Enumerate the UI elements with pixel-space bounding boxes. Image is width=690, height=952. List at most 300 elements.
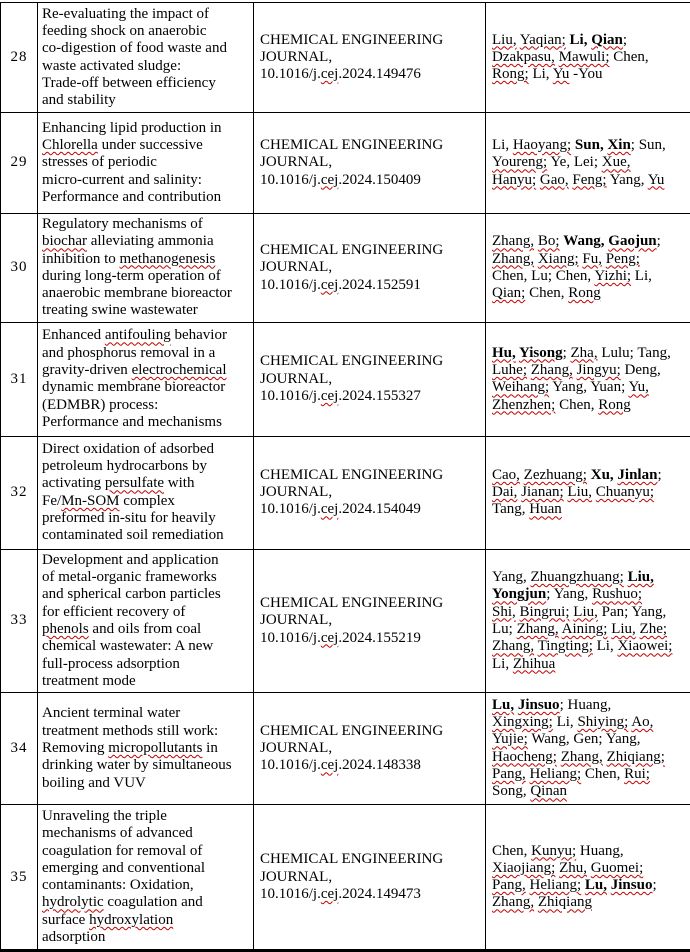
text-run: ; Sun, (631, 137, 666, 153)
spellchecked-word: Yu (648, 172, 665, 188)
spellchecked-word: Gao, (540, 172, 569, 188)
spellchecked-word: Rong (598, 397, 631, 413)
text-run: dynamic membrane bioreactor (42, 379, 225, 395)
authors-line (492, 32, 688, 49)
text-run: Lu; (492, 621, 517, 637)
highlighted-author-name: Yongjun (492, 586, 546, 602)
authors-line (492, 484, 688, 501)
spellchecked-word: Jianan; (521, 484, 564, 500)
authors-line (492, 783, 688, 800)
text-run: Chen, Lu; Chen, (492, 268, 594, 284)
title-line (42, 860, 251, 877)
title-line (42, 6, 251, 23)
spellchecked-word: Qian; (492, 285, 525, 301)
highlighted-author-name: Xu, (591, 467, 618, 483)
authors-cell (486, 322, 690, 436)
journal-cell (254, 693, 486, 805)
title-line (42, 23, 251, 40)
text-run: .2024.155327 (338, 388, 421, 404)
spellchecked-word: Rushuo; (592, 586, 642, 602)
row-number-cell (1, 214, 38, 323)
spellchecked-word: Bo; (538, 233, 560, 249)
authors-line (492, 49, 688, 66)
title-line (42, 172, 251, 189)
title-cell (38, 113, 254, 214)
spellchecked-word: Liu, (611, 621, 636, 637)
text-run: Song, (492, 783, 530, 799)
spellchecked-word: Rong (568, 285, 601, 301)
journal-line (260, 49, 483, 66)
text-run: ; Huang, (560, 697, 612, 713)
spellchecked-word: Zha, (571, 345, 598, 361)
text-run: JOURNAL, (260, 484, 332, 500)
spellchecked-word: Rui; (624, 766, 650, 782)
text-run: under successive (98, 137, 203, 153)
spellchecked-word: Yu (553, 66, 570, 82)
title-line (42, 345, 251, 362)
text-run: JOURNAL, (260, 612, 332, 628)
authors-line (492, 172, 688, 189)
title-cell (38, 805, 254, 951)
spellchecked-word: Liu, (573, 604, 598, 620)
spellchecked-word: Dzakpasu, (492, 49, 555, 65)
spellchecked-word: hydrolytic (42, 894, 104, 910)
text-run: Development and application (42, 552, 219, 568)
title-line (42, 825, 251, 842)
publications-table-body (1, 3, 690, 951)
text-run: for efficient recovery of (42, 604, 185, 620)
text-run: anaerobic membrane bioreactor (42, 285, 232, 301)
title-line (42, 843, 251, 860)
spellchecked-word: Pang, (492, 766, 526, 782)
highlighted-author-name: Jinlan (617, 467, 657, 483)
text-run: Ye, Lei; (547, 154, 602, 170)
text-run: ; (652, 877, 656, 893)
authors-line (492, 285, 688, 302)
text-run: Trade-off between efficiency (42, 75, 216, 91)
text-run: JOURNAL, (260, 259, 332, 275)
title-line (42, 673, 251, 690)
table-row (1, 214, 690, 323)
row-number: 32 (1, 484, 37, 501)
row-number-cell (1, 805, 38, 951)
spellchecked-word: Tingting; (538, 638, 593, 654)
text-run: JOURNAL, (260, 49, 332, 65)
row-number: 29 (1, 154, 37, 171)
spellchecked-word: methanogenesis (120, 251, 216, 267)
title-line (42, 40, 251, 57)
spellchecked-word: hydroxylation (89, 912, 173, 928)
table-row (1, 805, 690, 951)
table-row (1, 549, 690, 692)
journal-line (260, 484, 483, 501)
text-run: 10.1016/j. (260, 886, 321, 902)
journal-line (260, 277, 483, 294)
authors-line (492, 604, 688, 621)
text-run: full-process adsorption (42, 656, 180, 672)
title-line (42, 475, 251, 492)
journal-line (260, 154, 483, 171)
authors-line (492, 362, 688, 379)
spellchecked-word: Feng; (572, 172, 606, 188)
text-run: Deng, (621, 362, 661, 378)
journal-line (260, 740, 483, 757)
highlighted-author-name: Hu, (492, 345, 516, 361)
text-run: surface (42, 912, 89, 928)
spellchecked-word: cej (321, 66, 338, 82)
spellchecked-word: Zhiqiang; (607, 749, 665, 765)
title-line (42, 569, 251, 586)
spellchecked-word: Kunyu; (531, 843, 576, 859)
text-run: Li, (492, 656, 513, 672)
highlighted-author-name: Wang, (563, 233, 608, 249)
authors-line (492, 379, 688, 396)
authors-line (492, 731, 688, 748)
text-run: .2024.154049 (338, 501, 421, 517)
authors-line (492, 66, 688, 83)
spellchecked-word: Liu, (567, 484, 592, 500)
text-run: treatment mode (42, 673, 136, 689)
text-run: coagulation and (104, 894, 203, 910)
journal-line (260, 723, 483, 740)
text-run: ; Yang, (546, 586, 592, 602)
highlighted-author-name: Lu, (585, 877, 607, 893)
text-run: stresses of periodic (42, 154, 157, 170)
spellchecked-word: Xue, (602, 154, 631, 170)
text-run: (EDMBR) process: (42, 397, 158, 413)
authors-line (492, 843, 688, 860)
spellchecked-word: Bingrui; (520, 604, 570, 620)
text-run: 10.1016/j. (260, 277, 321, 293)
journal-line (260, 501, 483, 518)
text-run: Ancient terminal water (42, 705, 180, 721)
spellchecked-word: Mawuli; (559, 49, 610, 65)
journal-line (260, 32, 483, 49)
spellchecked-word: Zhu, (559, 860, 587, 876)
authors-line (492, 467, 688, 484)
title-line (42, 458, 251, 475)
spellchecked-word: Shiying; (577, 714, 628, 730)
authors-line (492, 233, 688, 250)
authors-cell (486, 113, 690, 214)
text-run: and spherical carbon particles (42, 586, 221, 602)
spellchecked-word: Rong; (492, 66, 529, 82)
text-run: feeding shock on anaerobic (42, 23, 207, 39)
text-run: ; (657, 233, 661, 249)
authors-line (492, 397, 688, 414)
text-run: inhibition to (42, 251, 120, 267)
authors-line (492, 586, 688, 603)
text-run: CHEMICAL ENGINEERING (260, 32, 443, 48)
title-line (42, 604, 251, 621)
text-run: CHEMICAL ENGINEERING (260, 723, 443, 739)
title-line (42, 621, 251, 638)
authors-line (492, 877, 688, 894)
spellchecked-word: Ao, (631, 714, 653, 730)
text-run: Re-evaluating the impact of (42, 6, 209, 22)
authors-line (492, 638, 688, 655)
journal-cell (254, 805, 486, 951)
spellchecked-word: cej (321, 757, 338, 773)
authors-cell (486, 693, 690, 805)
spellchecked-word: Heliang; (530, 877, 582, 893)
highlighted-author-name: Yisong (519, 345, 563, 361)
journal-cell (254, 113, 486, 214)
highlighted-author-name: Li, (570, 32, 592, 48)
text-run: CHEMICAL ENGINEERING (260, 242, 443, 258)
text-run: coagulation for removal of (42, 843, 202, 859)
authors-line (492, 501, 688, 518)
authors-cell (486, 549, 690, 692)
spellchecked-word: Zhang, (492, 251, 534, 267)
text-run: contaminants: Oxidation, (42, 877, 194, 893)
title-line (42, 441, 251, 458)
journal-line (260, 886, 483, 903)
table-row (1, 693, 690, 805)
spellchecked-word: cej (321, 277, 338, 293)
title-line (42, 740, 251, 757)
text-run: Removing (42, 740, 108, 756)
journal-line (260, 172, 483, 189)
highlighted-author-name: Jinsuo (611, 877, 653, 893)
text-run: Yang, (492, 569, 531, 585)
title-cell (38, 436, 254, 549)
spellchecked-word: Xiaojiang; (492, 860, 555, 876)
text-run: complex (120, 493, 175, 509)
text-run: Chen, (555, 397, 598, 413)
spellchecked-word: Shi, (492, 604, 516, 620)
spellchecked-word: persulfate (105, 475, 164, 491)
text-run: drinking water by simultaneous (42, 757, 232, 773)
journal-line (260, 630, 483, 647)
text-run: Yang, Yuan; (549, 379, 628, 395)
authors-line (492, 714, 688, 731)
authors-cell (486, 436, 690, 549)
highlighted-author-name: Jinsuo (518, 697, 560, 713)
table-row (1, 113, 690, 214)
text-run: Enhancing lipid production in (42, 120, 222, 136)
title-line (42, 92, 251, 109)
text-run: gravity-driven (42, 362, 132, 378)
text-run: waste activated sludge: (42, 58, 181, 74)
title-line (42, 705, 251, 722)
spellchecked-word: Dai, (492, 484, 517, 500)
table-row (1, 322, 690, 436)
title-line (42, 362, 251, 379)
text-run: CHEMICAL ENGINEERING (260, 595, 443, 611)
text-run: behavior (171, 327, 227, 343)
title-line (42, 877, 251, 894)
title-line (42, 189, 251, 206)
text-run: Performance and contribution (42, 189, 221, 205)
spellchecked-word: Luhe; (492, 362, 527, 378)
text-run: Li, (529, 66, 553, 82)
title-line (42, 929, 251, 946)
spellchecked-word: Cao, (492, 467, 520, 483)
spellchecked-word: Chlorella (42, 137, 98, 153)
journal-line (260, 757, 483, 774)
table-row (1, 436, 690, 549)
spellchecked-word: Liu, (492, 32, 517, 48)
spellchecked-word: Huan (529, 501, 562, 517)
text-run: chemical wastewater: A new (42, 638, 213, 654)
title-line (42, 808, 251, 825)
spellchecked-word: antifouling (105, 327, 171, 343)
text-run: -You (569, 66, 602, 82)
text-run: CHEMICAL ENGINEERING (260, 353, 443, 369)
spellchecked-word: phenols (42, 621, 89, 637)
spellchecked-word: Xiaowei; (617, 638, 672, 654)
text-run: 10.1016/j. (260, 630, 321, 646)
text-run: .2024.150409 (338, 172, 421, 188)
spellchecked-word: Fu, (582, 251, 602, 267)
highlighted-author-name: Lu, (492, 697, 514, 713)
text-run: contaminated soil remediation (42, 527, 224, 543)
title-cell (38, 549, 254, 692)
title-line (42, 58, 251, 75)
text-run: alleviating ammonia (87, 233, 214, 249)
text-run: Chen, (492, 843, 531, 859)
authors-line (492, 894, 688, 911)
spellchecked-word: micropollutants (108, 740, 202, 756)
spellchecked-word: Guomei; (591, 860, 644, 876)
title-cell (38, 3, 254, 113)
authors-line (492, 569, 688, 586)
text-run: Li, (553, 714, 578, 730)
journal-line (260, 137, 483, 154)
text-run: ; (563, 345, 571, 361)
text-run: emerging and conventional (42, 860, 205, 876)
text-run: Direct oxidation of adsorbed (42, 441, 214, 457)
text-run: co-digestion of food waste and (42, 40, 227, 56)
text-run: of metal-organic frameworks (42, 569, 217, 585)
row-number-cell (1, 693, 38, 805)
authors-line (492, 621, 688, 638)
journal-cell (254, 549, 486, 692)
row-number-cell (1, 322, 38, 436)
text-run: preformed in-situ for heavily (42, 510, 216, 526)
text-run: Lulu; Tang, (598, 345, 671, 361)
journal-line (260, 467, 483, 484)
authors-line (492, 154, 688, 171)
text-run: treatment methods still work: (42, 723, 218, 739)
spellchecked-word: Zhang, (561, 749, 603, 765)
spellchecked-word: Zhang, (492, 894, 534, 910)
text-run: Wang, Gen; Yang, (528, 731, 641, 747)
text-run: .2024.155219 (338, 630, 421, 646)
spellchecked-word: Weihang; (492, 379, 549, 395)
journal-cell (254, 214, 486, 323)
row-number-cell (1, 549, 38, 692)
text-run: Pan; Yang, (598, 604, 666, 620)
journal-line (260, 259, 483, 276)
journal-line (260, 66, 483, 83)
row-number-cell (1, 436, 38, 549)
text-run: and oils from coal (89, 621, 201, 637)
authors-line (492, 766, 688, 783)
spellchecked-word: Zhiqiang (538, 894, 592, 910)
spellchecked-word: Zezhuang; (524, 467, 587, 483)
spellchecked-word: Xingxing; (492, 714, 553, 730)
text-run: Yang, (607, 172, 648, 188)
title-cell (38, 322, 254, 436)
text-run: CHEMICAL ENGINEERING (260, 137, 443, 153)
text-run: .2024.149476 (338, 66, 421, 82)
authors-cell (486, 214, 690, 323)
journal-cell (254, 3, 486, 113)
row-number: 30 (1, 259, 37, 276)
title-line (42, 894, 251, 911)
text-run: 10.1016/j. (260, 66, 321, 82)
spellchecked-word: Qinan (530, 783, 567, 799)
title-line (42, 510, 251, 527)
journal-line (260, 851, 483, 868)
journal-cell (254, 436, 486, 549)
text-run: Li, (631, 268, 652, 284)
text-run: .2024.148338 (338, 757, 421, 773)
spellchecked-word: Heliang; (530, 766, 582, 782)
spellchecked-word: Xiang; (538, 251, 579, 267)
text-run: 10.1016/j. (260, 388, 321, 404)
journal-line (260, 242, 483, 259)
text-run: micro-current and salinity: (42, 172, 202, 188)
title-line (42, 268, 251, 285)
authors-cell (486, 805, 690, 951)
authors-cell (486, 3, 690, 113)
spellchecked-word: Pang, (492, 877, 526, 893)
text-run: CHEMICAL ENGINEERING (260, 467, 443, 483)
spellchecked-word: Zhe; (640, 621, 668, 637)
text-run: ; (623, 32, 627, 48)
title-line (42, 414, 251, 431)
spellchecked-word: Zhuangzhuang; (531, 569, 624, 585)
highlighted-author-name: Qian (591, 32, 623, 48)
text-run: activating (42, 475, 105, 491)
journal-line (260, 595, 483, 612)
journal-line (260, 353, 483, 370)
row-number: 35 (1, 869, 37, 886)
text-run: ; (657, 467, 661, 483)
spellchecked-word: Yizhi; (594, 268, 631, 284)
highlighted-author-name: Gaojun (608, 233, 656, 249)
text-run: Huang, (576, 843, 624, 859)
spellchecked-word: Zhang, (492, 233, 534, 249)
title-line (42, 285, 251, 302)
text-run: boiling and VUV (42, 775, 146, 791)
table-row (1, 3, 690, 113)
spellchecked-word: Zhenzhen; (492, 397, 555, 413)
title-line (42, 137, 251, 154)
title-line (42, 379, 251, 396)
text-run: Chen, (581, 766, 624, 782)
text-run: and stability (42, 92, 116, 108)
text-run: during long-term operation of (42, 268, 221, 284)
text-run: Enhanced (42, 327, 105, 343)
text-run: Li, (593, 638, 618, 654)
text-run: .2024.149473 (338, 886, 421, 902)
journal-line (260, 869, 483, 886)
title-line (42, 723, 251, 740)
spellchecked-word: Zhang, (492, 638, 534, 654)
authors-line (492, 251, 688, 268)
authors-line (492, 345, 688, 362)
row-number: 34 (1, 740, 37, 757)
spellchecked-word: Peng; (606, 251, 640, 267)
highlighted-author-name: Liu, (628, 569, 654, 585)
spellchecked-word: Haoyang; (513, 137, 571, 153)
spellchecked-word: Yaqian; (520, 32, 566, 48)
journal-line (260, 612, 483, 629)
